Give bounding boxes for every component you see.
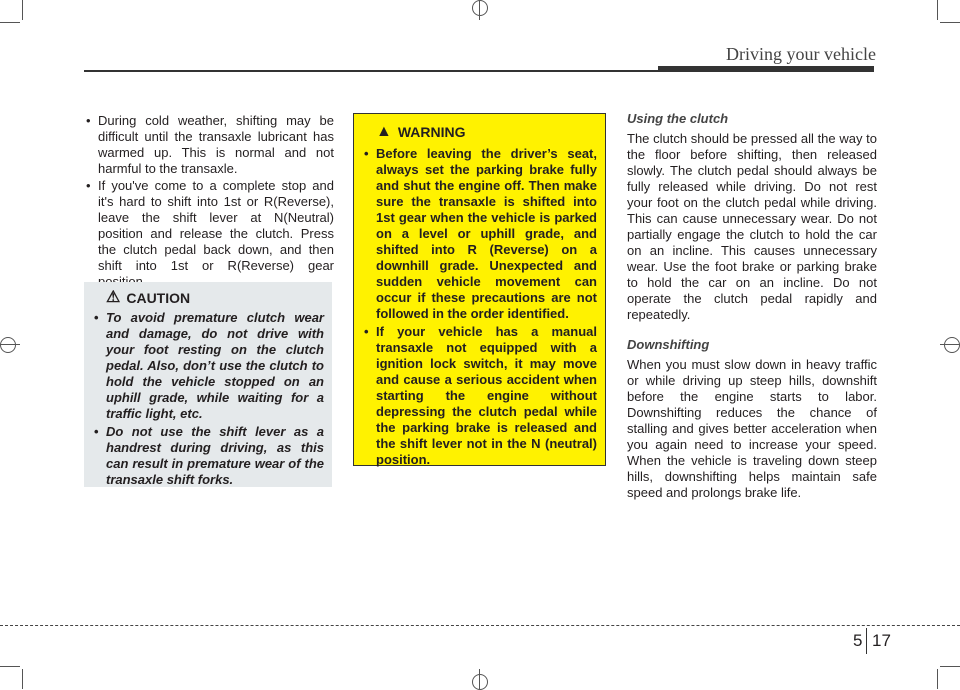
footer-rule: [0, 625, 960, 626]
warning-header: [362, 122, 597, 142]
caution-title: CAUTION: [126, 290, 191, 306]
warning-item: • If your vehicle has a manual transaxle not equipped with a ignition lock switch, it may move and cause a serious accident when starting the engine without depressing the clutch pedal while the parking brake is released and the shift lever not in the N (neutral) position.: [362, 324, 597, 468]
page-number: 17: [872, 631, 891, 650]
registration-mark-icon: [472, 0, 488, 16]
right-column: [627, 111, 877, 515]
crop-mark: [0, 22, 20, 23]
caution-list: [92, 310, 324, 488]
caution-box: [84, 282, 332, 487]
warning-title: WARNING: [397, 124, 466, 140]
registration-mark-icon: [944, 337, 960, 353]
warning-triangle-icon: ▲: [376, 123, 392, 140]
crop-mark: [22, 0, 23, 20]
warning-list: [362, 146, 597, 468]
crop-mark: [479, 669, 480, 689]
crop-mark: [937, 0, 938, 20]
caution-item: • Do not use the shift lever as a handrest during driving, as this can result in premature wear of the transaxle shift forks.: [92, 424, 324, 488]
crop-mark: [940, 666, 960, 667]
bullet-list: [84, 113, 334, 290]
chapter-number: 5: [853, 631, 863, 650]
clutch-paragraph: The clutch should be pressed all the way to the floor before shifting, then released slowly. The clutch pedal should always be fully released while driving. Do not rest your foot on the clutch pedal while driving. This can cause unnecessary wear. Do not partially engage the clutch to hold the car on an incline. This causes unnecessary wear. Use the foot brake or parking brake to hold the car on an incline. Do not operate the clutch pedal rapidly and repeatedly.: [627, 131, 877, 322]
crop-mark: [940, 22, 960, 23]
crop-mark: [479, 0, 480, 20]
caution-triangle-icon: ⚠: [106, 289, 121, 306]
left-column: [84, 113, 334, 291]
list-item: • If you've come to a complete stop and it's hard to shift into 1st or R(Reverse), leave the shift lever at N(Neutral) position and release the clutch. Press the clutch pedal back down, and then shift into 1st or R(Reverse) gear: [84, 178, 334, 290]
crop-mark: [937, 669, 938, 689]
caution-item: • To avoid premature clutch wear and damage, do not drive with your foot resting on the clutch pedal. Also, don’t use the clutch to hold the vehicle stopped on an uphill grade, while waiting for a traffic light, etc.: [92, 310, 324, 422]
crop-mark: [22, 669, 23, 689]
page-number-divider: [866, 628, 867, 654]
crop-mark: [940, 344, 960, 345]
caution-header: [92, 288, 324, 308]
crop-mark: [0, 666, 20, 667]
warning-box: [353, 113, 606, 466]
registration-mark-icon: [472, 674, 488, 690]
downshift-heading: Downshifting: [627, 337, 710, 352]
downshift-paragraph: When you must slow down in heavy traffic or while driving up steep hills, downshift before the engine starts to labor. Downshifting reduces the chance of stalling and gives better acceleration when you again need to increase your speed. When the vehicle is traveling down steep hills, downshifting helps maintain safe speed and prolongs brake life.: [627, 357, 877, 500]
header-rule-accent: [658, 66, 874, 72]
registration-mark-icon: [0, 337, 16, 353]
crop-mark: [0, 344, 20, 345]
list-item: • During cold weather, shifting may be difficult until the transaxle lubricant has warmed up. This is normal and not harmful to the transaxle.: [84, 113, 334, 177]
section-title: Driving your vehicle: [726, 44, 876, 64]
warning-item: • Before leaving the driver’s seat, always set the parking brake fully and shut the engine off. Then make sure the transaxle is shifted into 1st gear when the vehicle is parked on a level or uphill grade, and shifted into R (Reverse) on a downhill grade. Unexpected and sudden vehicle movement can occur if these precautions are not followed in the order identified.: [362, 146, 597, 322]
clutch-heading: Using the clutch: [627, 111, 729, 126]
